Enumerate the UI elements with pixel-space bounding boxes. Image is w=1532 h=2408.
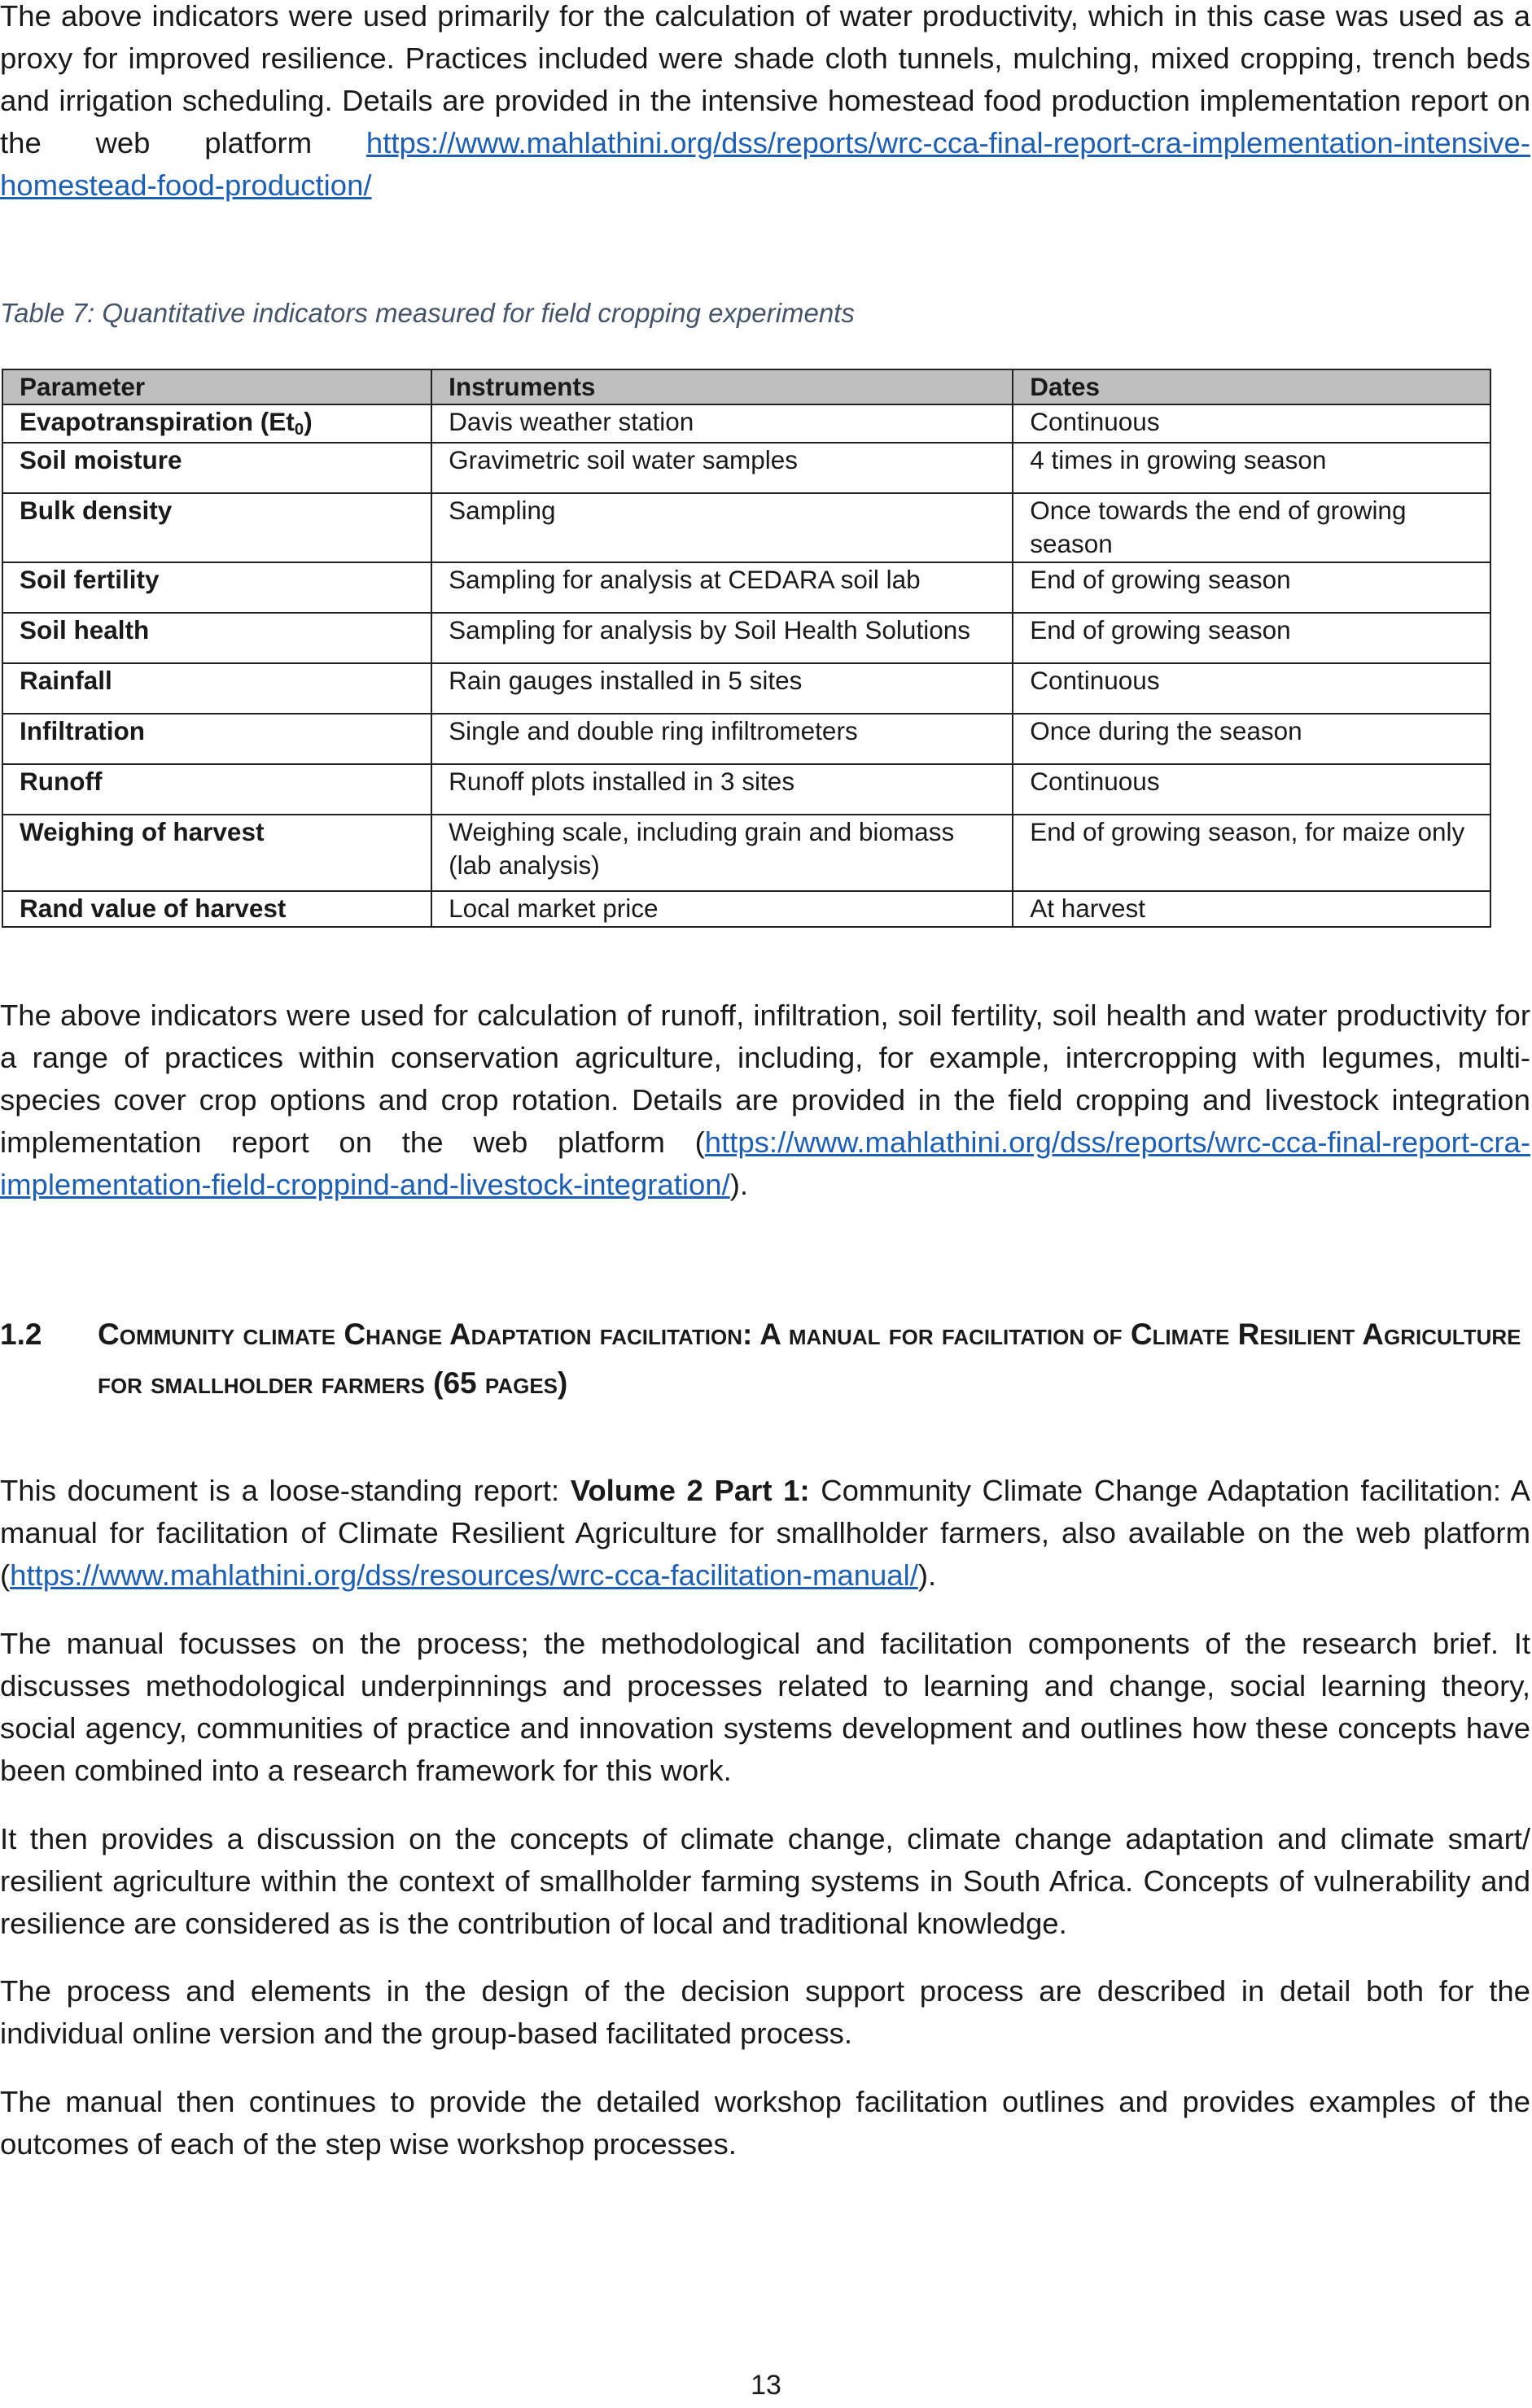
volume-lead: This document is a loose-standing report:: [0, 1474, 571, 1507]
cell-date: End of growing season, for maize only: [1013, 815, 1490, 891]
table-row: [2, 562, 1490, 613]
header-dates: Dates: [1013, 369, 1490, 404]
section-heading: [0, 1310, 1530, 1408]
cell-parameter: Weighing of harvest: [2, 815, 431, 891]
cell-date: Continuous: [1013, 663, 1490, 714]
cell-date: Continuous: [1013, 764, 1490, 815]
cell-parameter: Soil health: [2, 613, 431, 663]
et-subscript: 0: [294, 420, 304, 439]
table-row: [2, 404, 1490, 443]
table-row: [2, 663, 1490, 714]
table-caption: Table 7: Quantitative indicators measured for field cropping experiments: [0, 298, 855, 328]
et-label: Evapotranspiration (Et: [20, 407, 295, 436]
cell-instrument: Rain gauges installed in 5 sites: [431, 663, 1013, 714]
section-number: 1.2: [0, 1318, 42, 1351]
cell-date: Once during the season: [1013, 714, 1490, 764]
cell-instrument: Runoff plots installed in 3 sites: [431, 764, 1013, 815]
cell-instrument: Weighing scale, including grain and biomass (lab analysis): [431, 815, 1013, 891]
field-cropping-paragraph: [0, 994, 1530, 1206]
table-row: [2, 815, 1490, 891]
cell-parameter: Soil moisture: [2, 443, 431, 493]
cell-instrument: Sampling: [431, 493, 1013, 562]
volume-rest: Community Climate Change Adaptation facilitation: A manual for facilitation of Climate Resilient Agriculture for smallholder farmers, also available on the web platform (: [0, 1474, 1530, 1592]
intensive-homestead-report-link[interactable]: https://www.mahlathini.org/dss/reports/wrc-cca-final-report-cra-implementation-intensive-homestead-food-production/: [0, 126, 1530, 202]
cell-date: Once towards the end of growing season: [1013, 493, 1490, 562]
cell-instrument: Davis weather station: [431, 404, 1013, 443]
cell-parameter: [2, 404, 431, 443]
field-end: ).: [729, 1168, 749, 1201]
design-paragraph: The process and elements in the design of the decision support process are described in detail both for the individual online version and the group-based facilitated process.: [0, 1974, 1530, 2050]
table-row: [2, 493, 1490, 562]
cell-date: At harvest: [1013, 891, 1490, 927]
header-parameter: Parameter: [2, 369, 431, 404]
facilitation-manual-link[interactable]: https://www.mahlathini.org/dss/resources/wrc-cca-facilitation-manual/: [10, 1558, 918, 1592]
cell-parameter: Bulk density: [2, 493, 431, 562]
cell-date: 4 times in growing season: [1013, 443, 1490, 493]
section-title: Community climate Change Adaptation facilitation: A manual for facilitation of Climate Resilient Agriculture for smallholder farmers (65 pages): [98, 1318, 1521, 1400]
volume-bold-label: Volume 2 Part 1:: [570, 1474, 810, 1507]
cell-parameter: Soil fertility: [2, 562, 431, 613]
table-row: [2, 613, 1490, 663]
workshop-paragraph: The manual then continues to provide the detailed workshop facilitation outlines and provides examples of the outcomes of each of the step wise workshop processes.: [0, 2085, 1530, 2161]
cell-date: End of growing season: [1013, 562, 1490, 613]
cell-instrument: Sampling for analysis at CEDARA soil lab: [431, 562, 1013, 613]
table-row: [2, 443, 1490, 493]
indicators-table: [2, 369, 1491, 928]
volume-end: ).: [917, 1558, 937, 1592]
cell-parameter: Rand value of harvest: [2, 891, 431, 927]
field-cropping-report-link[interactable]: https://www.mahlathini.org/dss/reports/wrc-cca-final-report-cra-implementation-field-croppind-and-livestock-integration/: [0, 1125, 1530, 1201]
page-number: 13: [751, 2370, 781, 2401]
table-row: [2, 764, 1490, 815]
intro-paragraph: [0, 0, 1530, 207]
cell-parameter: Runoff: [2, 764, 431, 815]
cell-instrument: Gravimetric soil water samples: [431, 443, 1013, 493]
cell-parameter: Infiltration: [2, 714, 431, 764]
cell-instrument: Local market price: [431, 891, 1013, 927]
header-instruments: Instruments: [431, 369, 1013, 404]
intro-text: The above indicators were used primarily for the calculation of water productivity, which in this case was used as a proxy for improved resilience. Practices included were shade cloth tunnels, mulching, mixed cropping, trench beds and irrigation scheduling. Details are provided in the intensive homestead food production implementation report on the web platform: [0, 0, 1530, 160]
cell-date: Continuous: [1013, 404, 1490, 443]
field-text: The above indicators were used for calculation of runoff, infiltration, soil fertility, soil health and water productivity for a range of practices within conservation agriculture, including, for example, intercropping with legumes, multi-species cover crop options and crop rotation. Details are provided in the field cropping and livestock integration implementation report on the web platform (: [0, 999, 1530, 1159]
cell-instrument: Sampling for analysis by Soil Health Solutions: [431, 613, 1013, 663]
table-row: [2, 891, 1490, 927]
table-row: [2, 714, 1490, 764]
et-close: ): [304, 407, 313, 436]
cell-instrument: Single and double ring infiltrometers: [431, 714, 1013, 764]
concepts-paragraph: It then provides a discussion on the concepts of climate change, climate change adaptation and climate smart/ resilient agriculture within the context of smallholder farming systems in South Africa. Concepts of vulnerability and resilience are considered as is the contribution of local and traditional knowledge.: [0, 1822, 1530, 1940]
volume-paragraph: [0, 1470, 1530, 1597]
cell-date: End of growing season: [1013, 613, 1490, 663]
process-paragraph: The manual focusses on the process; the methodological and facilitation components of the research brief. It discusses methodological underpinnings and processes related to learning and change, social learning theory, social agency, communities of practice and innovation systems development and outlines how these concepts have been combined into a research framework for this work.: [0, 1627, 1530, 1787]
cell-parameter: Rainfall: [2, 663, 431, 714]
table-header-row: [2, 369, 1490, 404]
